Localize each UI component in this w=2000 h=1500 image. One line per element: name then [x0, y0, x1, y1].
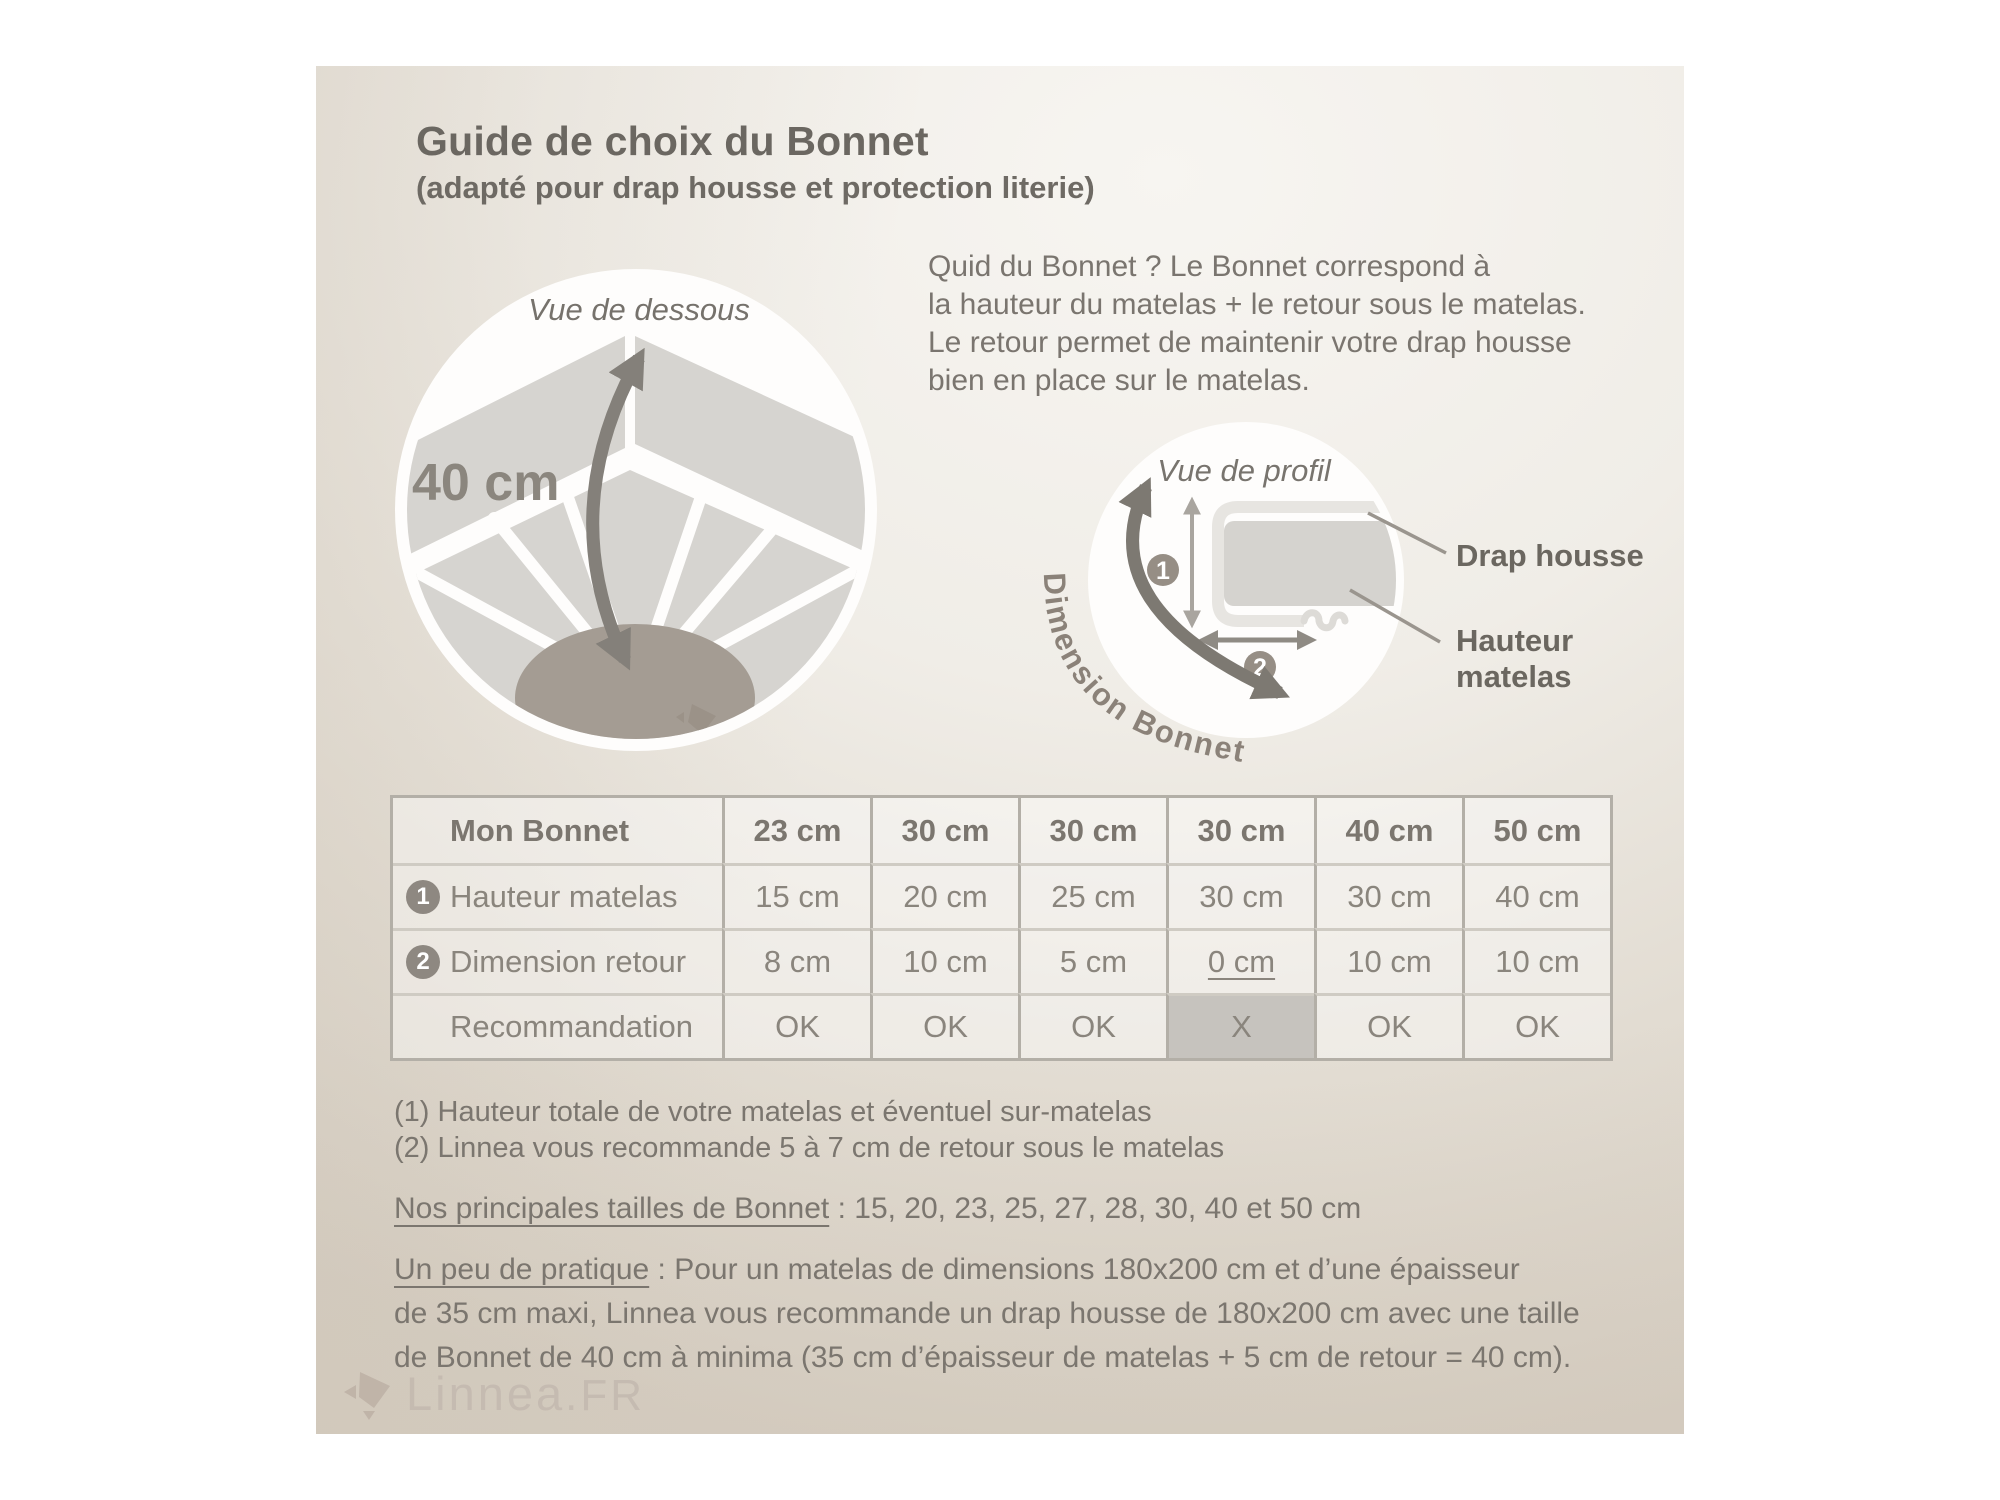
bottom-view-diagram [392, 266, 880, 754]
table-cell: OK [722, 993, 870, 1058]
table-row-label: Recommandation [393, 993, 722, 1058]
table-row-label: 2 Dimension retour [393, 928, 722, 993]
table-header-cell: 30 cm [1166, 798, 1314, 863]
table-cell: 15 cm [722, 863, 870, 928]
table-cell: OK [1314, 993, 1462, 1058]
table-cell: 40 cm [1462, 863, 1610, 928]
intro-paragraph: Quid du Bonnet ? Le Bonnet correspond à la hauteur du matelas + le retour sous le matelas. Le retour permet de maintenir votre drap housse bien en place sur le matelas. [928, 250, 1586, 397]
bonnet-size-table [390, 795, 1613, 1061]
hauteur-matelas-label-line1: Hauteur [1456, 623, 1574, 658]
bonnet-measure-value: 40 cm [412, 454, 560, 512]
drap-housse-label: Drap housse [1456, 538, 1644, 573]
table-header-cell: 30 cm [870, 798, 1018, 863]
table-cell: 5 cm [1018, 928, 1166, 993]
page-title: Guide de choix du Bonnet [416, 118, 929, 164]
marker-2-number: 2 [1253, 654, 1267, 682]
table-cell: OK [1462, 993, 1610, 1058]
profile-view-caption: Vue de profil [1157, 453, 1331, 488]
table-cell: 10 cm [1314, 928, 1462, 993]
footnotes [394, 1094, 1224, 1166]
table-cell: OK [870, 993, 1018, 1058]
bonnet-guide-panel [316, 66, 1684, 1434]
row-marker-1: 1 [406, 880, 440, 914]
table-cell: 20 cm [870, 863, 1018, 928]
table-header-cell: 50 cm [1462, 798, 1610, 863]
table-cell: 30 cm [1166, 863, 1314, 928]
table-header-cell: 30 cm [1018, 798, 1166, 863]
linnea-logo [342, 1364, 645, 1422]
mattress-rect [1224, 521, 1404, 606]
table-header-cell: 40 cm [1314, 798, 1462, 863]
table-cell: 10 cm [1462, 928, 1610, 993]
marker-1-number: 1 [1156, 557, 1170, 585]
page-subtitle: (adapté pour drap housse et protection literie) [416, 170, 1095, 205]
table-cell: 25 cm [1018, 863, 1166, 928]
table-cell-highlighted: X [1166, 993, 1314, 1058]
table-cell: OK [1018, 993, 1166, 1058]
table-row-label: 1 Hauteur matelas [393, 863, 722, 928]
practice-lead: Un peu de pratique [394, 1253, 650, 1286]
table-header-label: Mon Bonnet [393, 798, 722, 863]
sizes-line-lead: Nos principales tailles de Bonnet [394, 1192, 830, 1225]
table-header-cell: 23 cm [722, 798, 870, 863]
bottom-view-caption: Vue de dessous [528, 292, 750, 327]
table-cell-underlined: 0 cm [1166, 928, 1314, 993]
linnea-logo-icon [342, 1364, 394, 1422]
table-cell: 10 cm [870, 928, 1018, 993]
linnea-logo-text: Linnea.FR [406, 1366, 646, 1420]
profile-view-diagram [1020, 395, 1680, 815]
table-cell: 30 cm [1314, 863, 1462, 928]
sizes-line: Nos principales tailles de Bonnet : 15, 20, 23, 25, 27, 28, 30, 40 et 50 cm [394, 1192, 1362, 1225]
dimension-bonnet-arc-label: Dimension Bonnet [1036, 571, 1249, 770]
row-marker-2: 2 [406, 945, 440, 979]
practice-paragraph: Un peu de pratique : Pour un matelas de dimensions 180x200 cm et d’une épaisseur de 35 cm maxi, Linnea vous recommande un drap housse de 180x200 cm avec une taille de Bonnet de 40 cm à minima (35 cm d’épaisseur de matelas + 5 cm de retour = 40 cm). [394, 1253, 1580, 1374]
table-cell: 8 cm [722, 928, 870, 993]
footnote-2: (2) Linnea vous recommande 5 à 7 cm de retour sous le matelas [394, 1132, 1225, 1164]
footnote-1: (1) Hauteur totale de votre matelas et éventuel sur-matelas [394, 1096, 1152, 1128]
hauteur-matelas-label-line2: matelas [1456, 659, 1572, 694]
